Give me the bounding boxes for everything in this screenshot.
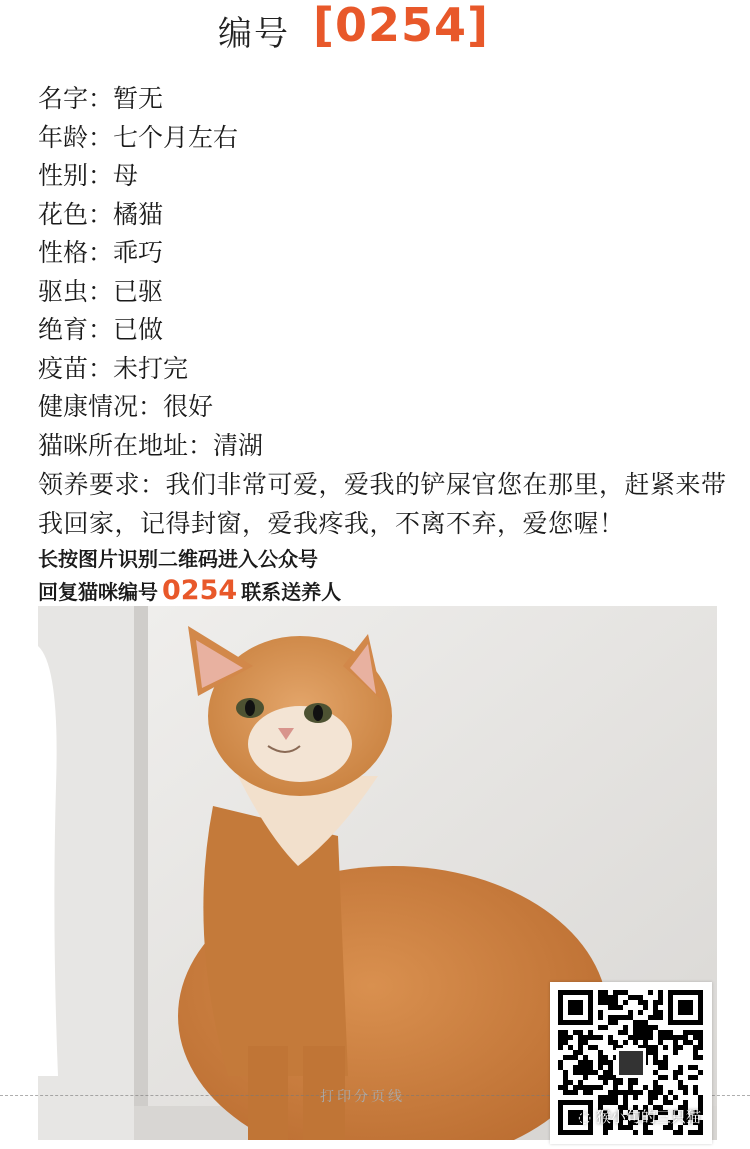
info-key: 绝育：: [38, 315, 114, 344]
info-value: 橘猫: [113, 199, 164, 229]
reply-number: 0254: [162, 575, 238, 606]
info-key: 性格：: [38, 238, 114, 267]
info-row-age: [38, 119, 738, 158]
info-key: 名字：: [38, 84, 114, 113]
info-key: 花色：: [38, 199, 114, 229]
info-value: 七个月左右: [113, 122, 239, 152]
info-key: 健康情况：: [38, 392, 164, 421]
info-row-color: [38, 196, 738, 235]
info-row-name: [38, 80, 738, 119]
info-row-neuter: [38, 311, 738, 350]
info-row-location: [38, 427, 738, 466]
info-key: 驱虫：: [38, 276, 114, 306]
cat-id: [0254]: [313, 0, 490, 52]
info-value: 已驱: [113, 276, 164, 306]
info-value: 已做: [113, 315, 164, 344]
account-watermark: [578, 1106, 701, 1127]
info-value: 母: [113, 161, 139, 190]
info-key: 猫咪所在地址：: [38, 430, 214, 460]
info-key: 年龄：: [38, 122, 114, 152]
info-row-health: [38, 388, 738, 427]
reply-suffix: 联系送养人: [241, 580, 342, 604]
info-key: 性别：: [38, 161, 114, 190]
info-block: [38, 80, 738, 608]
info-value: 暂无: [113, 84, 164, 113]
info-value: 清湖: [213, 430, 264, 460]
watermark-text: 猴小句的三只猫: [595, 1108, 701, 1126]
header: [0, 0, 750, 60]
chat-icon: ◌: [578, 1108, 596, 1126]
print-page-label: 打印分页线: [320, 1089, 405, 1105]
qr-instruction: 长按图片识别二维码进入公众号: [38, 547, 318, 571]
info-value: 未打完: [113, 353, 189, 383]
adoption-requirement: 领养要求：我们非常可爱，爱我的铲屎官您在那里，赶紧来带我回家，记得封窗，爱我疼我，不离不弃，爱您喔！: [38, 470, 727, 538]
reply-instruction: [38, 575, 738, 608]
info-value: 乖巧: [113, 238, 164, 267]
info-row-deworm: [38, 273, 738, 312]
info-row-vaccine: [38, 350, 738, 389]
id-label: 编号: [218, 14, 290, 54]
info-key: 疫苗：: [38, 353, 114, 383]
info-value: 很好: [163, 392, 214, 421]
reply-prefix: 回复猫咪编号: [38, 580, 158, 604]
info-row-sex: [38, 157, 738, 196]
info-row-personality: [38, 234, 738, 273]
